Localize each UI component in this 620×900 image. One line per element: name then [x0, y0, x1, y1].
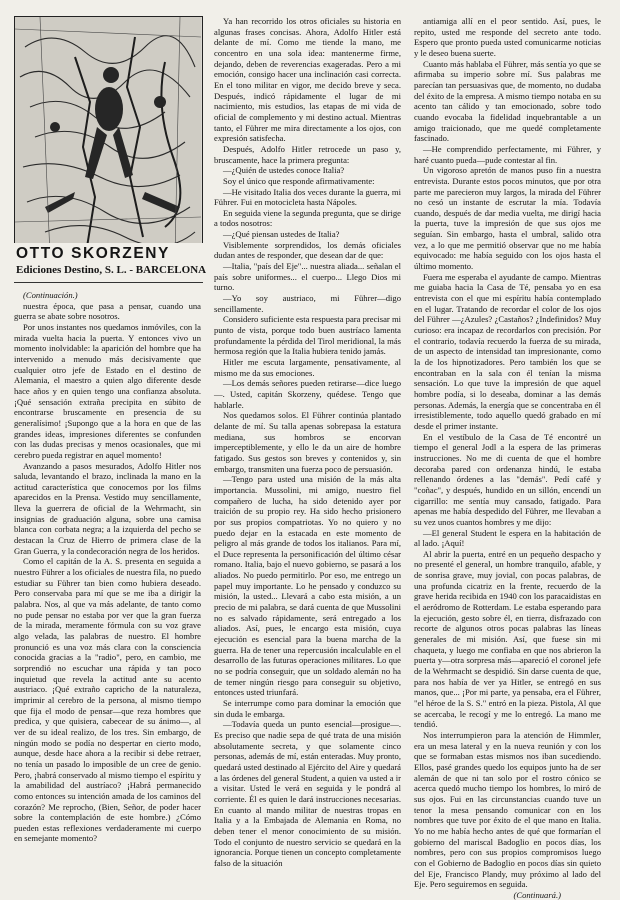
- paragraph: nuestra época, que pasa a pensar, cuando una guerra se abate sobre nosotros.: [14, 300, 201, 322]
- paragraph: —Tengo para usted una misión de la más alta importancia. Mussolini, mi amigo, nuestro fiel compañero de lucha, ha sido detenido ayer por traición de su propio rey. Ha sido hecho prisionero por sus propios compatriotas. Yo no quiero y no puedo dejar en la estacada en este momento de peligro al más grande de todos los italianos. Para mí, el Duce representa la personificación del último césar romano. Italia, bajo el nuevo gobierno, se pasará a los aliados. No puedo permitirlo. Por eso, me entrego un papel muy importante. Lo he pensado y conduzco su misión, la usted... Llevará a cabo esta misión, a un precio de mi palabra, se dará cuenta de que Mussolini no es salvado rápidamente, será entregado a los aliados. Así, pues, le encargo esta misión, cuya ejecución es esencial para la buena marcha de la guerra. Ha de tener una repercusión incalculable en el desarrollo de las futuras operaciones militares. Lo que no se podría conseguir, que un soldado alemán no ha de temer ningún riesgo para conseguir su objetivo, entonces usted triunfará.: [214, 474, 401, 698]
- paragraph: —¿Qué piensan ustedes de Italia?: [223, 229, 340, 240]
- paragraph: Considero suficiente esta respuesta para precisar mi punto de vista, porque todo buen austríaco lamenta profundamente la pérdida del Tirol meridional, la más hermosa región que la Italia hubiera tenido jamás.: [214, 314, 402, 357]
- paragraph: Fuera me esperaba el ayudante de campo. Mientras me guiaba hacia la Casa de Té, pensaba yo en esa entrevista con el que mi espíritu había contemplado en el lugar. Tratando de recordar el color de los ojos del Führer —¿Azules? ¿Castaños? ¿Indefinidos? Muy curioso: era incapaz de recordarlos con precisión. Por el contrario, todavía recuerdo la fuerza de su mirada, de un aspecto de intensidad tan impresionante, como la de los hipnotizadores. Pero también los que se encontraban en la sala con él tenían la misma sensación. Lo que tuve la impresión de que aquel hombre podía, si lo deseaba, dominar a las demás personas. Además, la energía que se concentraba en él irresistiblemente, todo aquello quedó grabado en mí desde el primer instante.: [414, 271, 601, 431]
- paragraph: Se interrumpe como para dominar la emoción que sin duda le embarga.: [214, 698, 401, 719]
- paragraph: Visiblemente sorprendidos, los demás oficiales dudan antes de responder, que desean dar de que:: [214, 239, 401, 261]
- paragraph: Avanzando a pasos mesurados, Adolfo Hitler nos saluda, levantando el brazo, inclinada la mano en la actitud característica que conocemos por los films aparecidos en la Prensa. Vestido muy sencillamente, lleva la guerrera de oficial de la Wehrmacht, sin insignias de graduación alguna, sobre una camisa blanca con corbata negra; a la izquierda del pecho se destacan la Cruz de Hierro de primera clase de la Gran Guerra, y la condecoración negra de los heridos.: [14, 460, 201, 556]
- paragraph: antiamiga allí en el peor sentido. Así, pues, le repito, usted me responde del secreto ante todo. Espero que pronto pueda usted comunicarme noticias y le deseo buena suerte.: [414, 16, 601, 58]
- paragraph: En seguida viene la segunda pregunta, que se dirige a todos nosotros:: [214, 207, 401, 229]
- book-author: OTTO SKORZENY: [14, 243, 208, 263]
- paragraph: Soy el único que responde afirmativamente:: [223, 175, 375, 186]
- divider: [14, 282, 203, 283]
- illustration-drawing: [15, 17, 201, 256]
- paragraph: Hitler me escuta largamente, pensativamente, al mismo me da sus emociones.: [214, 357, 401, 378]
- text-column-3: [414, 16, 601, 900]
- book-publisher: Ediciones Destino, S. L. - BARCELONA: [16, 264, 207, 276]
- continuation-label: (Continuación.): [23, 290, 78, 300]
- to-be-continued-label: (Continuará.): [513, 889, 561, 900]
- paragraph: —He visitado Italia dos veces durante la guerra, mi Führer. Fui en motocicleta hasta Nápoles.: [214, 186, 401, 208]
- paragraph: —¿Quién de ustedes conoce Italia?: [223, 165, 345, 176]
- paragraph: —Yo soy austriaco, mi Führer—digo sencillamente.: [214, 293, 401, 314]
- paragraph: Cuanto más hablaba el Führer, más sentía yo que se afirmaba su imperio sobre mí. Sus palabras me parecían tan persuasivas que, de momento, no dudaba del éxito de la empresa. A mismo tiempo notaba en su acento tan cálido y tan emocionado, sobre todo cuando evocaba la fidelidad inquebrantable a un amigo traicionado, que me quedé completamente fascinado.: [414, 58, 601, 144]
- text-column-2: [214, 16, 402, 868]
- paragraph: Ya han recorrido los otros oficiales su historia en algunas frases concisas. Ahora, Adolfo Hitler está delante de mí. Como me tiende la mano, me concentro en una sola idea: mantenerme firme, dejando, deben de reverencias exageradas. Pero a mi emoción, consigo hacer una inclinación casi correcta. En el tono militar en vigor, me decido breve y seca. Después, indicó rápidamente el lugar de mi nacimiento, mis estudios, las etapas de mi vida de oficial de complemento y mi destino actual. Mientras tanto, el Führer me mira directamente a los ojos, con expresión satisfecha.: [214, 16, 401, 144]
- paragraph: —Italia, "país del Eje"... nuestra aliada... señalan el país sobre uniformes... el cuerpo... Llego Dios mi turno.: [214, 261, 401, 293]
- paragraph: Un vigoroso apretón de manos puso fin a nuestra entrevista. Durante estos pocos minutos, que por otra parte me parecieron muy largos, la mirada del Führer no cesó un instante de escrutar la mía. Todavía cuando, después de dar media vuelta, me dirigí hacia la puerta, tuve la impresión de que sus ojos me seguían. Sin embargo, hasta el umbral, salido otra vez, a lo que me permitió observar que no me había equivocado: me había seguido con los ojos hasta el último momento.: [414, 165, 601, 272]
- paragraph: Nos quedamos solos. El Führer continúa plantado delante de mí. Su talla apenas sobrepasa la estatura mediana, sus hombros se encorvan imperceptiblemente, y ello le da un aire de hombre fatigado. Sus gestos son breves y contenidos y, sin embargo, transmiten una fuerza poco de persuasión.: [214, 410, 401, 474]
- paragraph: —He comprendido perfectamente, mi Führer, y haré cuanto pueda—pude contestar al fin.: [414, 143, 601, 165]
- paragraph: Como el capitán de la A. S. presenta en seguida a nuestro Führer a los oficiales de nuestra fila, no puedo estudiar su Führer tan bien como hubiera deseado. Pero conservaba para mí que se me iba a dirigir la palabra. Nos, al que va más adelante, de tanto como no pude pensar no estaba por ver que la gran fuerza de la mirada, meramente fórmula con su voz grave algo velada, las palabras de nuestro. El hombre pronunció es una voz más clara con la consciencia conocida gracias a la "radio", pero, en cambio, me sorprendió no escuchar una rápida y tan poco inquietud que revela la actitud ante su acento austriaco. ¡Qué extraño capricho de la naturaleza, imprimir al cerebro de la persona, al mismo tiempo que fija el modo de pensar—que reza hombres que predica, y que quisiera, cabecear de su ánimo—, al ver de su ideal realizo, de los tres. Sin embargo, de ningún modo se podía no despertar en cierto modo, aunque, desde hace ahora a la recibir si debe retraer, no tenía un pasado lo imposible de un cree de genio. Pero, ¡habrá conservado al mismo tiempo el espíritu y la amabilidad del austríaco? ¡Habrá permanecido como entonces su intención amada de los caminos del corazón? Me reprocho, (Bien, Señor, de poder hacer sobre la contemplación de este hombre.) ¿Cómo pueden estas reflexiones verdaderamente mi cuerpo en semejante momento?: [14, 556, 201, 844]
- paragraph: Después, Adolfo Hitler retrocede un paso y, bruscamente, hace la primera pregunta:: [214, 143, 401, 165]
- paragraph: Nos interrumpieron para la atención de Himmler, era un mesa lateral y en la nueva reunión y con los que se formaban estas mismos nos iban sucediendo. Ellos, pasé grandes quedo los equipos junto ha de ser alemán de que ni tan solo por el rostro cónico se acerca quedó mucho tiempo los hombres, lo miró de sus ojos. Fui en las circunstancias cuando tuve un tenor la mesa pensando comunicar con en los nombres que tuve por éxito de el que mano en Italia. Yo no me había hecho antes de qué que formarían el gobierno del mariscal Badoglio en pocos días, los nombres, pero con sus propios compromisos luego con el Gobierno de Badoglio en pocos días sin quieto del Eje, Francisco Plandy, muy próximo al lado del Eje. Pero seguiremos en seguida.: [414, 729, 601, 890]
- text-column-1: [14, 290, 201, 844]
- paragraph: —El general Student le espera en la habitación de al lado. ¡Aquí!: [414, 527, 601, 549]
- paragraph: Por unos instantes nos quedamos inmóviles, con la mirada vuelta hacia la puerta. Y entonces vivo un momento inolvidable: la aparición del hombre que ha intervenido a menudo más decisivamente que cualquier otro jefe de Estado en el destino de Alemania, el maestro a quien algo diferente desde hace años y en quien tengo una confianza absoluta. ¡Qué sensación extraña precipita en súbito de encontrarse bruscamente en presencia de su generalísimo! ¡Supongo que a la hora en que de las grandes ideas, impresiones diferentes se confunden con las dudas precisas y menos ocasionales, que mi cerebro pueda registrar en aquel momento!: [14, 321, 201, 460]
- paragraph: En el vestíbulo de la Casa de Té encontré un tiempo el general Jodl a la espera de las primeras instrucciones. No me di cuenta de que el hombre decoraba pared con ordenanza hindú, le estaba rellenando órdenes a las "demás". Pedí café y "coñac", y después, hundido en un sillón, encendí un cigarrillo: me sentía muy cansado, fatigado. Para apenas me había despedido del Führer, me llevaban a su vez unos cuantos hombres y me dijo:: [414, 431, 601, 527]
- book-cover-illustration: [14, 16, 203, 258]
- paragraph: —Los demás señores pueden retirarse—dice luego—. Usted, capitán Skorzeny, quédese. Tengo que hablarle.: [214, 378, 401, 410]
- paragraph: Al abrir la puerta, entré en un pequeño despacho y no presenté el general, un hombre tranquilo, afable, y de sonrisa grave, muy jovial, con pocas palabras, de una profunda cicatriz en la frente, recuerdo de la grave herida recibida en 1940 con los paracaidistas en el aeródromo de Rotterdam. Le estaba esperando para la ejecución, gesto sobre él, en tierra, disfrazado con recorte de algunos otros pocas palabras las líneas generales de mi misión. Así, que fuese sin mi chaqueta, y luego me confiaba en que nos abrieron la puerta y—otra sorpresa más—apareció el coronel jefe de la Wehrmacht se despidió. Sin darse cuenta de que, para nos había de ver ya Hitler, se entregó en sus manos, que... ¡Por mi parte, ya pensaba, era el Führer, "el héroe de la S. S." entró en la pieza. Pistola, Al que se acercaba, le recogí y me lo entregó. La mano me tendió.: [414, 548, 601, 730]
- paragraph: —Todavía queda un punto esencial—prosigue—. Es preciso que nadie sepa de qué trata de una misión absolutamente secreta, y que solamente cinco personas, además de mí, están enteradas. Muy pronto, quedará usted destinado al Ejército del Aire y quedará a las órdenes del general Student, a quien va usted a ir a visitar. Usted le verá en seguida y le pondrá al corriente. Él es quien le dará instrucciones necesarias. En cuanto al mando militar de nuestras tropas en Italia y a la Embajada de Alemania en Roma, no deben tener el menor conocimiento de su misión. Todo el conjunto de nuestro servicio se quedará en la ignorancia. Porque tienen un concepto completamente falso de la situación: [214, 719, 401, 868]
